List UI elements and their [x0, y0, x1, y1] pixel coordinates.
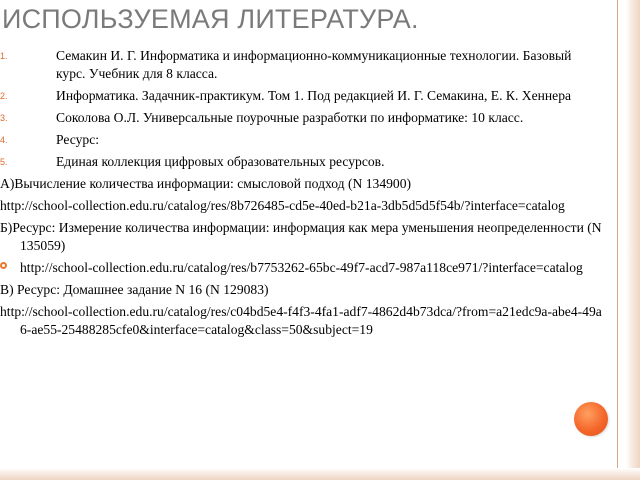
resource-b-title: Б)Ресурс: Измерение количества информации: информация как мера уменьшения неопределенности (N 135059) [0, 220, 602, 253]
resource-a-title: А)Вычисление количества информации: смысловой подход (N 134900) [0, 176, 412, 191]
bullet-icon [0, 262, 7, 269]
list-item-5 [0, 153, 602, 171]
list-item-text: Семакин И. Г. Информатика и информационно-коммуникационные технологии. Базовый курс. Учебник для 8 класса. [56, 48, 572, 81]
list-item-2 [0, 87, 602, 105]
frame-bottom-border [0, 468, 640, 480]
list-item-1 [0, 47, 602, 83]
resource-c-link[interactable]: http://school-collection.edu.ru/catalog/res/c04bd5e4-f4f3-4fa1-adf7-4862d4b73dca/?from=a21edc9a-abe4-49a6-ae55-25488285cfe0&interface=catalog&class=50&subject=19 [0, 304, 602, 337]
list-item-3 [0, 109, 602, 127]
resource-a-link[interactable]: http://school-collection.edu.ru/catalog/res/8b726485-cd5e-40ed-b21a-3db5d5d5f54b/?interface=catalog [0, 198, 565, 213]
resource-c-title: В) Ресурс: Домашнее задание N 16 (N 129083) [0, 282, 269, 297]
list-item-text: Информатика. Задачник-практикум. Том 1. Под редакцией И. Г. Семакина, Е. К. Хеннера [56, 88, 572, 103]
list-number: 3. [0, 113, 8, 123]
list-number: 1. [0, 51, 8, 61]
orange-circle-decoration [574, 402, 608, 436]
resource-b-link[interactable]: http://school-collection.edu.ru/catalog/res/b7753262-65bc-49f7-acd7-987a118ce971/?interface=catalog [0, 259, 602, 277]
list-item-text: Единая коллекция цифровых образовательных ресурсов. [56, 154, 385, 169]
frame-line [617, 0, 618, 480]
list-number: 5. [0, 157, 8, 167]
list-number: 4. [0, 135, 8, 145]
slide-title: ИСПОЛЬЗУЕМАЯ ЛИТЕРАТУРА. [2, 4, 419, 34]
list-item-text: Соколова О.Л. Универсальные поурочные разработки по информатике: 10 класс. [56, 110, 524, 125]
frame-right-border [626, 0, 640, 480]
list-number: 2. [0, 91, 8, 101]
list-item-text: Ресурс: [56, 132, 100, 147]
slide-content [0, 47, 602, 343]
list-item-4 [0, 131, 602, 149]
